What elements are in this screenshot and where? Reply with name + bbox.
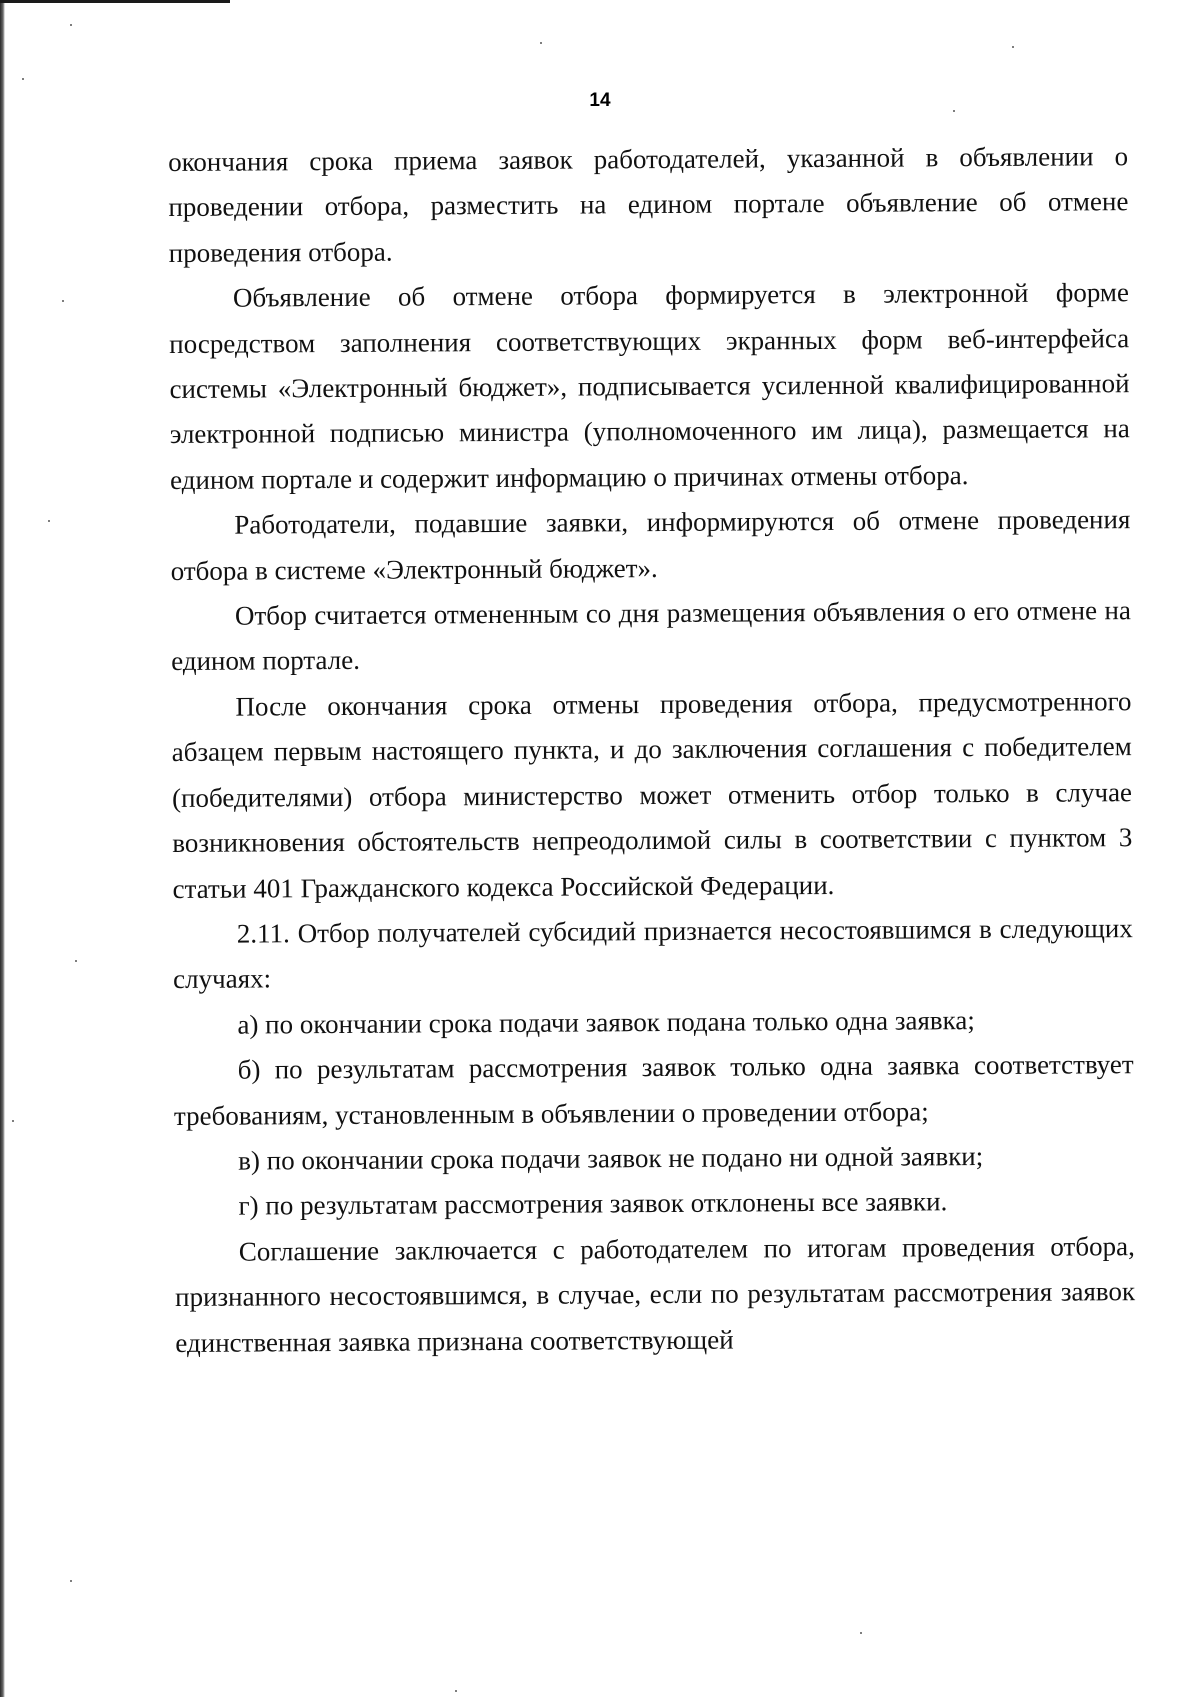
scan-speck bbox=[70, 24, 72, 26]
scan-speck bbox=[75, 960, 77, 962]
scan-speck bbox=[1012, 46, 1014, 48]
page-number: 14 bbox=[589, 90, 611, 111]
scan-speck bbox=[540, 42, 542, 44]
scan-top-mark bbox=[0, 0, 230, 3]
scan-speck bbox=[455, 1690, 457, 1692]
paragraph-employers-informed: Работодатели, подавшие заявки, информируются об отмене проведения отбора в системе «Электронный бюджет». bbox=[170, 504, 1131, 586]
scan-speck bbox=[12, 1120, 14, 1122]
list-item-a: а) по окончании срока подачи заявок подана только одна заявка; bbox=[237, 1004, 975, 1040]
paragraph-section-2-11: 2.11. Отбор получателей субсидий признается несостоявшимся в следующих случаях: bbox=[173, 913, 1133, 995]
scan-speck bbox=[70, 1580, 72, 1582]
paragraph-selection-cancelled: Отбор считается отмененным со дня размещения объявления о его отмене на едином портале. bbox=[171, 595, 1131, 677]
list-item-v: в) по окончании срока подачи заявок не подано ни одной заявки; bbox=[238, 1140, 984, 1176]
paragraph-agreement: Соглашение заключается с работодателем по итогам проведения отбора, признанного несостоявшимся, в случае, если по результатам рассмотрения заявок единственная заявка признана соответствующей bbox=[174, 1230, 1136, 1358]
paragraph-continuation: окончания срока приема заявок работодателей, указанной в объявлении о проведении отбора, разместить на едином портале объявление об отмене проведения отбора. bbox=[168, 141, 1129, 268]
scan-speck bbox=[48, 520, 50, 522]
paragraph-cancellation-notice: Объявление об отмене отбора формируется в электронной форме посредством заполнения соответствующих экранных форм веб-интерфейса системы «Электронный бюджет», подписывается усиленной квалифицированной электронной подписью министра (уполномоченного им лица), размещается на едином портале и содержит информацию о причинах отмены отбора. bbox=[169, 277, 1130, 495]
scan-speck bbox=[22, 78, 24, 80]
scan-speck bbox=[860, 1632, 862, 1634]
list-item-g: г) по результатам рассмотрения заявок отклонены все заявки. bbox=[238, 1186, 948, 1221]
paragraph-force-majeure: После окончания срока отмены проведения отбора, предусмотренного абзацем первым настоящего пункта, и до заключения соглашения с победителем (победителями) отбора министерство может отменить отбор только в случае возникновения обстоятельств непреодолимой силы в соответствии с пунктом 3 статьи 401 Гражданского кодекса Российской Федерации. bbox=[171, 686, 1133, 904]
scan-speck bbox=[62, 300, 64, 302]
document-body bbox=[168, 134, 1135, 1366]
scan-border bbox=[0, 0, 5, 1697]
list-item-b: б) по результатам рассмотрения заявок только одна заявка соответствует требованиям, установленным в объявлении о проведении отбора; bbox=[173, 1049, 1134, 1131]
scan-speck bbox=[953, 110, 955, 112]
